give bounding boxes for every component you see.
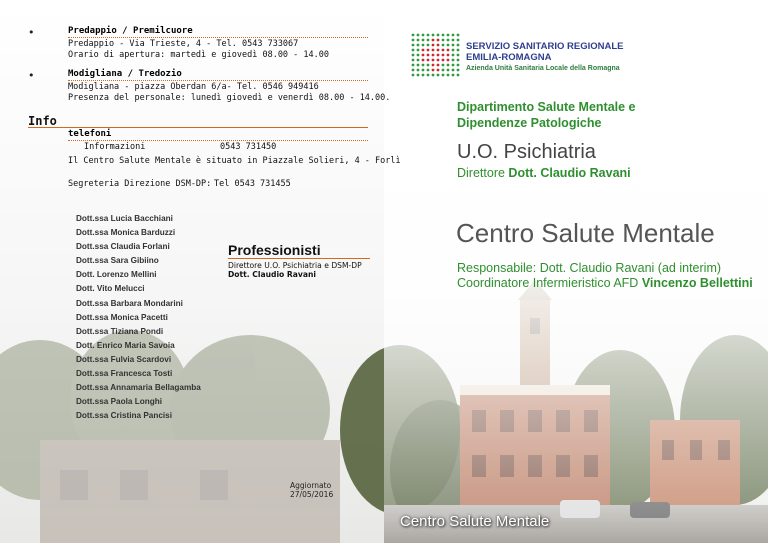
list-item: Dott.ssa Sara Gibiino [76,256,159,266]
logo-dot [427,74,430,77]
logo-dot [432,39,435,42]
responsabile-line: Responsabile: Dott. Claudio Ravani (ad interim) [457,261,722,275]
logo-dot [427,69,430,72]
logo-dot [417,59,420,62]
logo-text [466,41,623,74]
logo-dot [422,64,425,67]
informazioni-label: Informazioni [84,142,146,152]
logo-dot [437,34,440,37]
divider [68,37,368,38]
updated-block [290,481,333,499]
logo-dot [422,69,425,72]
divider [68,80,368,81]
logo-dot [432,54,435,57]
list-item: Dott.ssa Barbara Mondarini [76,298,183,308]
logo-dot [452,74,455,77]
unit-director-name: Dott. Claudio Ravani [508,166,631,180]
logo-dot [437,74,440,77]
coordinatore-line [457,276,753,291]
logo-dot [452,39,455,42]
logo-dot [457,74,460,77]
coordinatore-label: Coordinatore Infermieristico AFD [457,276,639,290]
professionals-list [76,212,201,423]
logo-dot [427,54,430,57]
centre-staff [457,261,753,291]
logo-dot [452,59,455,62]
segreteria-phone: Tel 0543 731455 [214,179,291,189]
logo-dot [447,49,450,52]
list-item: Dott.ssa Lucia Bacchiani [76,214,173,223]
logo-line-1: SERVIZIO SANITARIO REGIONALE [466,41,624,52]
logo-dot [447,44,450,47]
logo-dot [412,49,415,52]
logo-dot [457,44,460,47]
list-item: Dott.ssa Claudia Forlani [76,242,170,252]
coordinatore-name: Vincenzo Bellettini [641,276,753,290]
logo-dot [442,39,445,42]
logo-dot [412,64,415,67]
location-title-modigliana: Modigliana / Tredozio [68,69,182,79]
segreteria-label: Segreteria Direzione DSM-DP: [68,179,212,189]
logo-dot [442,59,445,62]
logo-dot [412,39,415,42]
logo-dot [422,54,425,57]
logo-dot [437,39,440,42]
logo-dot [437,64,440,67]
logo-dot [432,69,435,72]
logo-dot [447,54,450,57]
unit-title: U.O. Psichiatria [457,141,596,163]
unit-director-label: Direttore [457,166,505,180]
logo-dot [422,49,425,52]
list-item: Dott.ssa Cristina Pancisi [76,411,173,421]
logo-dot [442,74,445,77]
logo-dot [442,34,445,37]
location-address-modigliana: Modigliana - piazza Oberdan 6/a- Tel. 0546 949416 [68,82,319,92]
logo-dot [452,54,455,57]
logo-dot [412,59,415,62]
logo-dot [452,64,455,67]
logo-dot [452,34,455,37]
logo-dot [432,74,435,77]
logo-dot [457,39,460,42]
logo-dot [417,64,420,67]
address-note: Il Centro Salute Mentale è situato in Piazzale Solieri, 4 - Forlì [68,156,401,166]
logo-dot [417,49,420,52]
logo-dot [452,49,455,52]
updated-label: Aggiornato [290,481,332,490]
logo-dot [437,44,440,47]
logo-dot [442,54,445,57]
department-line-2: Dipendenze Patologiche [457,116,602,130]
logo-dot [422,34,425,37]
logo-dot [457,49,460,52]
logo-dot [437,49,440,52]
list-item: Dott.ssa Fulvia Scardovi [76,354,172,364]
logo-dot [412,54,415,57]
logo-dot [417,54,420,57]
logo-dot [432,59,435,62]
bullet-icon: • [28,26,35,39]
logo-dot [437,54,440,57]
logo-dot [447,64,450,67]
logo-dot [432,34,435,37]
director-name: Dott. Claudio Ravani [228,270,316,279]
logo-dot [442,69,445,72]
director-role: Direttore U.O. Psichiatria e DSM-DP [228,261,362,270]
logo-dot [427,49,430,52]
logo-line-2: EMILIA-ROMAGNA [466,52,552,63]
logo-dot [412,44,415,47]
logo-dot [452,69,455,72]
logo-dot [412,74,415,77]
list-item: Dott.ssa Annamaria Bellagamba [76,383,201,393]
logo-line-3: Azienda Unità Sanitaria Locale della Romagna [466,65,620,72]
logo-dot [452,44,455,47]
divider [68,140,368,141]
list-item: Dott. Enrico Maria Savoia [76,340,175,350]
updated-date: 27/05/2016 [290,490,334,499]
logo-dot [427,34,430,37]
logo-dot [417,69,420,72]
logo-dot [412,34,415,37]
list-item: Dott.ssa Francesca Tosti [76,369,173,379]
info-divider [28,127,368,128]
logo-dot [457,59,460,62]
centre-title: Centro Salute Mentale [456,218,715,248]
location-address-predappio: Predappio - Via Trieste, 4 - Tel. 0543 733067 [68,39,299,49]
photo-caption: Centro Salute Mentale [400,513,550,530]
logo-dot [437,69,440,72]
logo-dot [422,39,425,42]
logo-dot [427,59,430,62]
director-block [228,261,368,279]
logo-dot [457,64,460,67]
logo-dot [412,69,415,72]
logo-dot [437,59,440,62]
list-item: Dott.ssa Paola Longhi [76,397,162,407]
list-item: Dott. Vito Melucci [76,284,145,294]
location-hours-predappio: Orario di apertura: martedì e giovedì 08.00 - 14.00 [68,50,329,60]
logo-dot [457,54,460,57]
logo-dot [442,64,445,67]
unit-director [457,166,631,180]
logo-dot [447,34,450,37]
location-title-predappio: Predappio / Premilcuore [68,26,193,36]
list-item: Dott. Lorenzo Mellini [76,270,157,280]
logo-dot [432,64,435,67]
professionals-heading: Professionisti [228,242,321,258]
logo-dot [422,59,425,62]
list-item: Dott.ssa Monica Barduzzi [76,228,176,238]
logo-dot [432,44,435,47]
logo-dot [417,34,420,37]
logo-dot [417,74,420,77]
telefoni-label: telefoni [68,129,112,139]
logo-dot [427,39,430,42]
bullet-icon: • [28,69,35,82]
location-hours-modigliana: Presenza del personale: lunedì giovedì e venerdì 08.00 - 14.00. [68,93,391,103]
logo-dot [447,69,450,72]
info-heading: Info [28,114,57,128]
logo-dot [442,49,445,52]
logo-dot [447,39,450,42]
informazioni-phone: 0543 731450 [220,142,277,152]
logo-dot [427,44,430,47]
logo-dot [422,44,425,47]
logo-dot [457,34,460,37]
department-name [457,99,636,131]
logo-dot [432,49,435,52]
logo-dot [457,69,460,72]
logo-dot [417,44,420,47]
logo-icon [410,32,462,78]
department-line-1: Dipartimento Salute Mentale e [457,100,636,114]
logo-dot [442,44,445,47]
logo-dot [447,59,450,62]
logo-dot [417,39,420,42]
logo-dot [422,74,425,77]
professionals-divider [228,258,370,259]
logo-dot [447,74,450,77]
logo-dot [427,64,430,67]
list-item: Dott.ssa Monica Pacetti [76,312,168,322]
list-item: Dott.ssa Tiziana Pondi [76,326,164,336]
